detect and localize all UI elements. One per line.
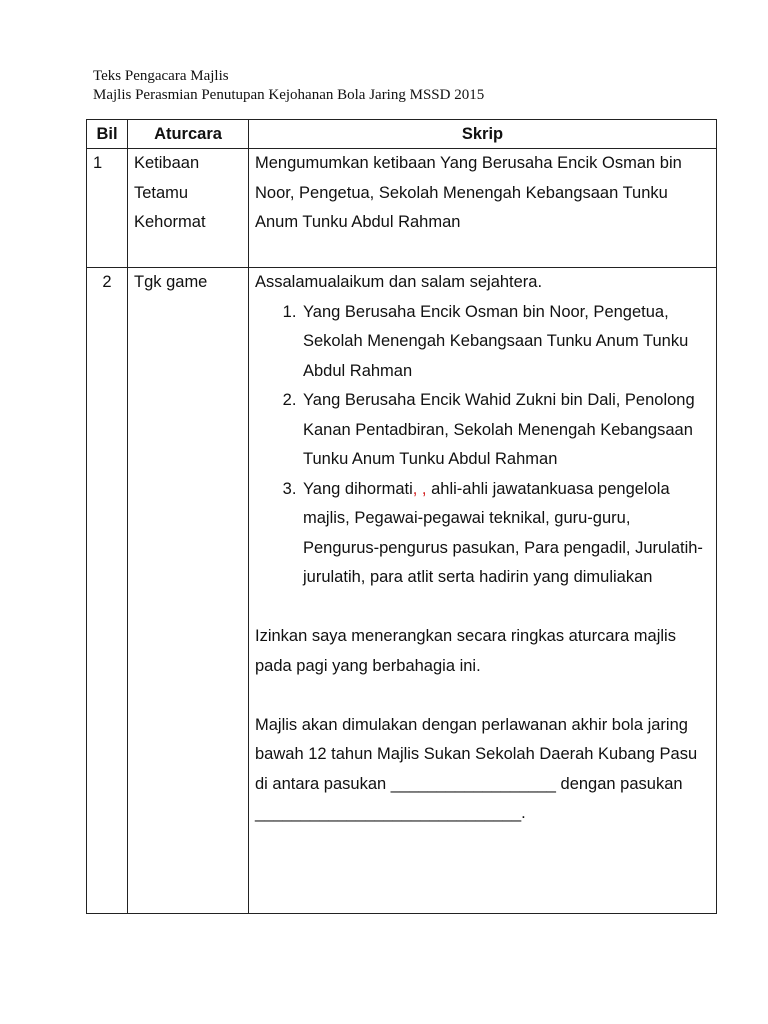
row-aturcara: Ketibaan Tetamu Kehormat bbox=[128, 149, 249, 268]
guest-prefix: Yang dihormati bbox=[303, 479, 413, 498]
guest-list bbox=[255, 298, 710, 593]
table-row bbox=[87, 149, 717, 268]
document-subtitle: Majlis Perasmian Penutupan Kejohanan Bola Jaring MSSD 2015 bbox=[93, 87, 485, 103]
guest-item: 1. Yang Berusaha Encik Osman bin Noor, Pengetua, Sekolah Menengah Kebangsaan Tunku Anum Tunku Abdul Rahman bbox=[301, 298, 710, 387]
table-header-row bbox=[87, 120, 717, 149]
table-row bbox=[87, 268, 717, 914]
placeholder-commas: , , bbox=[412, 479, 427, 498]
guest-rest: ahli-ahli jawatankuasa pengelola majlis, Pegawai-pegawai teknikal, guru-guru, Pengurus-pengurus pasukan, Para pengadil, Jurulatih-jurulatih, para atlit serta hadirin yang dimuliakan bbox=[303, 479, 703, 586]
document-header bbox=[93, 67, 484, 105]
row-aturcara: Tgk game bbox=[128, 268, 249, 914]
guest-item: 2. Yang Berusaha Encik Wahid Zukni bin Dali, Penolong Kanan Pentadbiran, Sekolah Menengah Kebangsaan Tunku Anum Tunku Abdul Rahman bbox=[301, 386, 710, 475]
guest-item bbox=[301, 475, 710, 593]
row-bil: 2 bbox=[87, 268, 128, 914]
header-skrip: Skrip bbox=[249, 120, 717, 149]
script-table bbox=[86, 119, 717, 914]
header-aturcara: Aturcara bbox=[128, 120, 249, 149]
match-paragraph: Majlis akan dimulakan dengan perlawanan akhir bola jaring bawah 12 tahun Majlis Sukan Sekolah Daerah Kubang Pasu di antara pasukan __________________ dengan pasukan _____________________________. bbox=[255, 715, 698, 822]
header-bil: Bil bbox=[87, 120, 128, 149]
document-title: Teks Pengacara Majlis bbox=[93, 68, 229, 84]
row-bil: 1 bbox=[87, 149, 128, 268]
row-skrip bbox=[249, 268, 717, 914]
intro-paragraph: Izinkan saya menerangkan secara ringkas aturcara majlis pada pagi yang berbahagia ini. bbox=[255, 627, 676, 675]
row-skrip: Mengumumkan ketibaan Yang Berusaha Encik Osman bin Noor, Pengetua, Sekolah Menengah Kebangsaan Tunku Anum Tunku Abdul Rahman bbox=[249, 149, 717, 268]
greeting-text: Assalamualaikum dan salam sejahtera. bbox=[255, 273, 543, 291]
